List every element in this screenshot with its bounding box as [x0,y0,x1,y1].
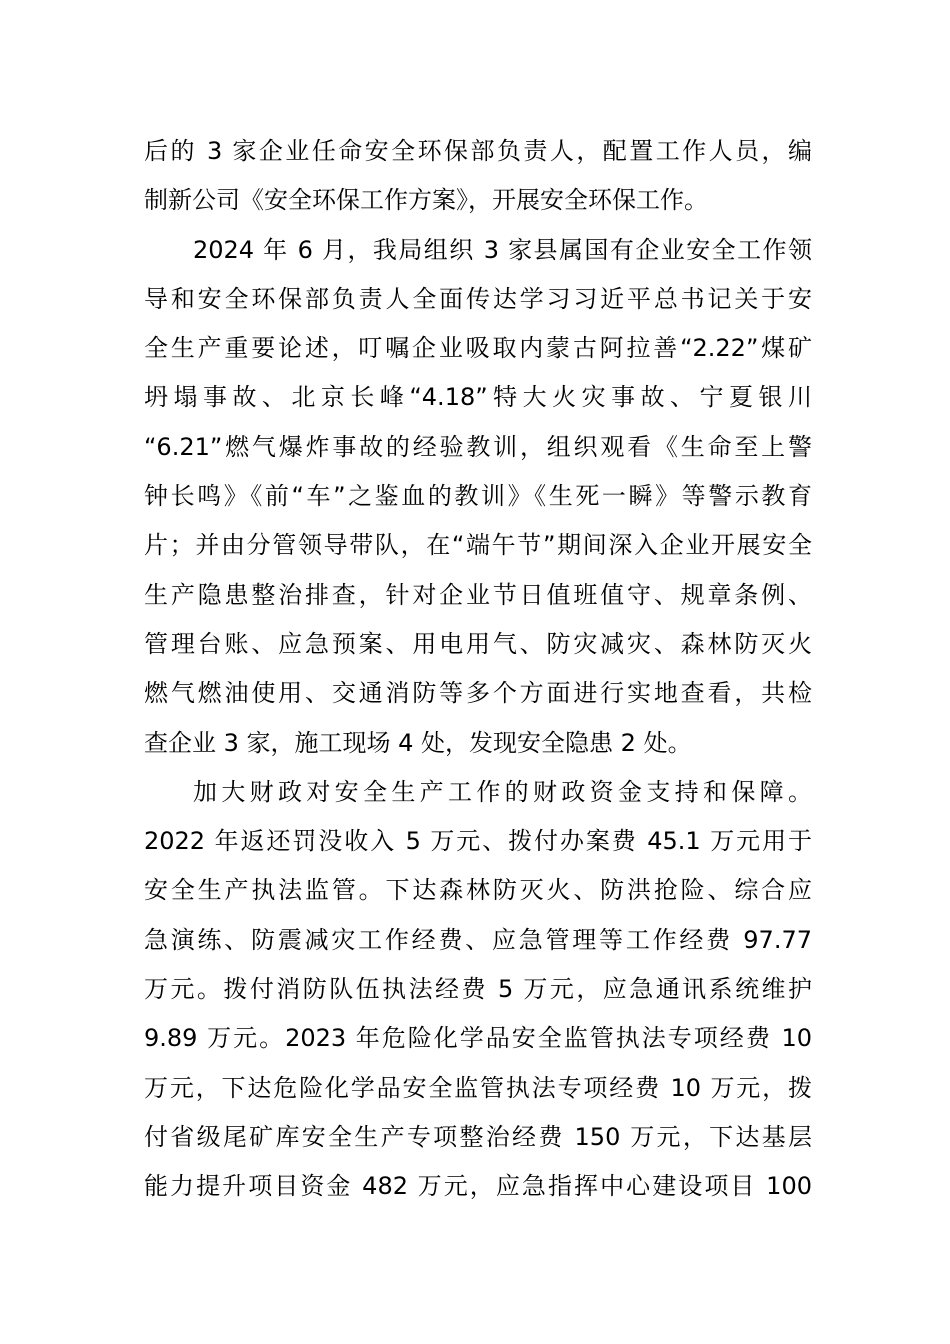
text-line: 片；并由分管领导带队，在“端午节”期间深入企业开展安全 [144,531,812,560]
text-line: 管理台账、应急预案、用电用气、防灾减灾、森林防灭火 [144,629,812,658]
text-line: 万元，下达危险化学品安全监管执法专项经费 10 万元，拨 [144,1073,812,1102]
text-line: 导和安全环保部负责人全面传达学习习近平总书记关于安 [144,284,812,313]
text-line: 后的 3 家企业任命安全环保部负责人，配置工作人员，编 [144,137,812,165]
text-line: 钟长鸣》《前“车”之鉴血的教训》《生死一瞬》等警示教育 [144,482,812,511]
text-line: 9.89 万元。2023 年危险化学品安全监管执法专项经费 10 [144,1024,812,1053]
text-line: 安全生产执法监管。下达森林防灭火、防洪抢险、综合应 [144,876,812,905]
text-line: 全生产重要论述，叮嘱企业吸取内蒙古阿拉善“2.22”煤矿 [144,334,812,363]
paragraph-first-line: 加大财政对安全生产工作的财政资金支持和保障。 [193,777,812,806]
text-line: 燃气燃油使用、交通消防等多个方面进行实地查看，共检 [144,679,812,708]
document-body [144,127,812,1212]
text-line: 急演练、防震减灾工作经费、应急管理等工作经费 97.77 [144,925,812,954]
text-line: 坍塌事故、北京长峰“4.18”特大火灾事故、宁夏银川 [144,383,812,412]
paragraph-first-line: 2024 年 6 月，我局组织 3 家县属国有企业安全工作领 [193,235,812,264]
text-line: 能力提升项目资金 482 万元，应急指挥中心建设项目 100 [144,1172,812,1201]
text-line: 万元。拨付消防队伍执法经费 5 万元，应急通讯系统维护 [144,975,812,1004]
text-line: 2022 年返还罚没收入 5 万元、拨付办案费 45.1 万元用于 [144,827,812,856]
text-line: 付省级尾矿库安全生产专项整治经费 150 万元，下达基层 [144,1122,812,1151]
text-line: 查企业 3 家，施工现场 4 处，发现安全隐患 2 处。 [144,728,692,757]
text-line: 制新公司《安全环保工作方案》，开展安全环保工作。 [144,186,708,215]
text-line: 生产隐患整治排查，针对企业节日值班值守、规章条例、 [144,580,812,609]
text-line: “6.21”燃气爆炸事故的经验教训，组织观看《生命至上警 [144,432,812,461]
